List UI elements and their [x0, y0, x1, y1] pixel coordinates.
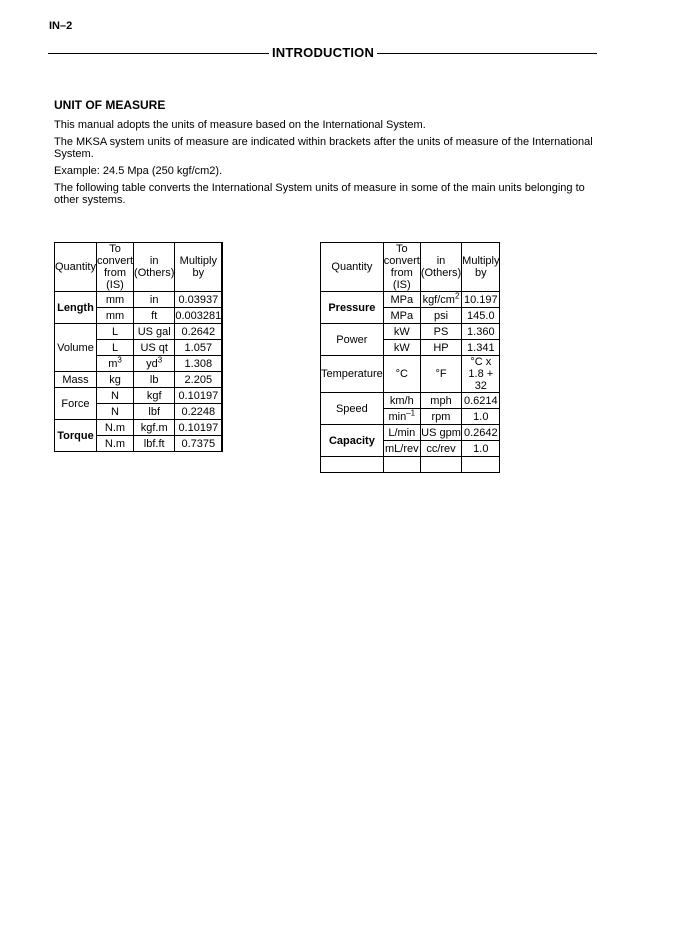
- spacer-cell: [222, 243, 223, 292]
- multiplier: 2.205: [175, 372, 222, 388]
- from-unit: N: [96, 404, 133, 420]
- spacer-cell: [222, 356, 223, 372]
- spacer-cell: [222, 436, 223, 452]
- empty-cell: [383, 457, 420, 473]
- conversion-table-left: [54, 242, 223, 452]
- to-unit: $yd^3$: [134, 356, 175, 372]
- table-row: [55, 292, 223, 308]
- multiplier: 0.003281: [175, 309, 222, 322]
- to-unit: rpm: [420, 409, 461, 425]
- header-quantity: Quantity: [55, 243, 97, 292]
- empty-cell: [420, 457, 461, 473]
- from-unit: L: [96, 340, 133, 356]
- table-row: [55, 388, 223, 404]
- from-unit: MPa: [383, 308, 420, 324]
- multiplier: 145.0: [462, 308, 500, 324]
- to-unit: °F: [420, 356, 461, 393]
- to-unit: psi: [420, 308, 461, 324]
- to-unit: HP: [420, 340, 461, 356]
- table-row: [321, 324, 500, 340]
- multiplier: 0.2248: [175, 404, 222, 420]
- multiplier: 0.10197: [175, 420, 222, 436]
- to-unit: US qt: [134, 340, 175, 356]
- spacer-cell: [222, 420, 223, 436]
- multiplier: 1.308: [175, 356, 222, 372]
- table-row: [321, 292, 500, 308]
- quantity-temperature: Temperature: [321, 356, 384, 393]
- table-row: [321, 425, 500, 441]
- multiplier: 1.360: [462, 324, 500, 340]
- table-row-empty: [321, 457, 500, 473]
- multiplier: 1.0: [462, 409, 500, 425]
- table-row: [55, 324, 223, 340]
- header-row: [321, 243, 500, 292]
- to-unit: kgf/$cm^2$: [420, 292, 461, 308]
- spacer-cell: [222, 372, 223, 388]
- header-multiply: Multiply by: [175, 243, 222, 292]
- table-row: [321, 393, 500, 409]
- paragraph-2: The MKSA system units of measure are indicated within brackets after the units of measure of the International System.: [54, 136, 593, 160]
- header-in-others: in (Others): [134, 243, 175, 292]
- from-unit: mL/rev: [384, 442, 419, 455]
- empty-cell: [462, 457, 500, 473]
- multiplier: 0.10197: [175, 388, 222, 404]
- quantity-power: Power: [321, 324, 384, 356]
- multiplier: °C x 1.8 + 32: [462, 356, 500, 393]
- header-convert: To convert from (IS): [383, 243, 420, 291]
- empty-cell: [321, 457, 384, 473]
- multiplier: 1.057: [175, 340, 222, 356]
- unit-of-measure-heading: UNIT OF MEASURE: [54, 98, 166, 112]
- multiplier: 1.341: [462, 340, 500, 356]
- spacer-cell: [222, 292, 223, 308]
- to-unit: kgf: [134, 388, 175, 404]
- header-in-others: in (Others): [420, 243, 461, 292]
- to-unit: mph: [420, 393, 461, 409]
- spacer-cell: [222, 324, 223, 340]
- from-unit: kW: [383, 324, 420, 340]
- from-unit: °C: [383, 356, 420, 393]
- to-unit: cc/rev: [420, 441, 461, 457]
- table-row: [55, 420, 223, 436]
- header-multiply: Multiply by: [462, 243, 500, 292]
- from-unit: $\min^{-1}$: [383, 409, 420, 425]
- multiplier: 1.0: [462, 441, 500, 457]
- to-unit: kgf.m: [134, 420, 175, 436]
- from-unit: N: [96, 388, 133, 404]
- to-unit: lbf.ft: [134, 436, 175, 452]
- spacer-cell: [222, 404, 223, 420]
- quantity-force: Force: [55, 388, 97, 420]
- from-unit: kg: [96, 372, 133, 388]
- to-unit: in: [134, 292, 175, 308]
- from-unit: N.m: [96, 436, 133, 452]
- header-quantity: Quantity: [321, 243, 384, 292]
- paragraph-3: Example: 24.5 Mpa (250 kgf/cm2).: [54, 165, 223, 177]
- header-row: [55, 243, 223, 292]
- paragraph-1: This manual adopts the units of measure based on the International System.: [54, 119, 426, 131]
- to-unit: US gal: [134, 324, 175, 340]
- multiplier: 0.03937: [175, 292, 222, 308]
- spacer-cell: [222, 340, 223, 356]
- quantity-volume: Volume: [55, 324, 97, 372]
- from-unit: km/h: [383, 393, 420, 409]
- multiplier: 10.197: [462, 292, 500, 308]
- to-unit: PS: [420, 324, 461, 340]
- multiplier: 0.7375: [175, 436, 222, 452]
- header-convert: To convert from (IS): [96, 243, 134, 291]
- from-unit: MPa: [383, 292, 420, 308]
- spacer-cell: [222, 388, 223, 404]
- quantity-length: Length: [55, 292, 97, 324]
- from-unit: mm: [96, 292, 133, 308]
- to-unit: ft: [134, 308, 175, 324]
- from-unit: $m^3$: [96, 356, 133, 372]
- multiplier: 0.6214: [462, 393, 500, 409]
- multiplier: 0.2642: [462, 425, 500, 441]
- quantity-mass: Mass: [55, 372, 97, 388]
- table-row: [321, 356, 500, 393]
- table-row: [55, 372, 223, 388]
- page-code: IN–2: [49, 20, 73, 32]
- multiplier: 0.2642: [175, 324, 222, 340]
- intro-text: [54, 99, 599, 211]
- from-unit: L: [96, 324, 133, 340]
- from-unit: N.m: [96, 420, 133, 436]
- quantity-pressure: Pressure: [321, 292, 384, 324]
- from-unit: kW: [383, 340, 420, 356]
- to-unit: lb: [134, 372, 175, 388]
- from-unit: L/min: [383, 425, 420, 441]
- to-unit: US gpm: [421, 426, 461, 439]
- section-title: INTRODUCTION: [269, 45, 377, 60]
- quantity-capacity: Capacity: [321, 425, 384, 457]
- spacer-cell: [222, 308, 223, 324]
- conversion-table-right: [320, 242, 500, 473]
- quantity-torque: Torque: [55, 420, 97, 452]
- to-unit: lbf: [134, 404, 175, 420]
- from-unit: mm: [96, 308, 133, 324]
- quantity-speed: Speed: [321, 393, 384, 425]
- paragraph-4: The following table converts the International System units of measure in some of the main units belonging to other systems.: [54, 182, 585, 206]
